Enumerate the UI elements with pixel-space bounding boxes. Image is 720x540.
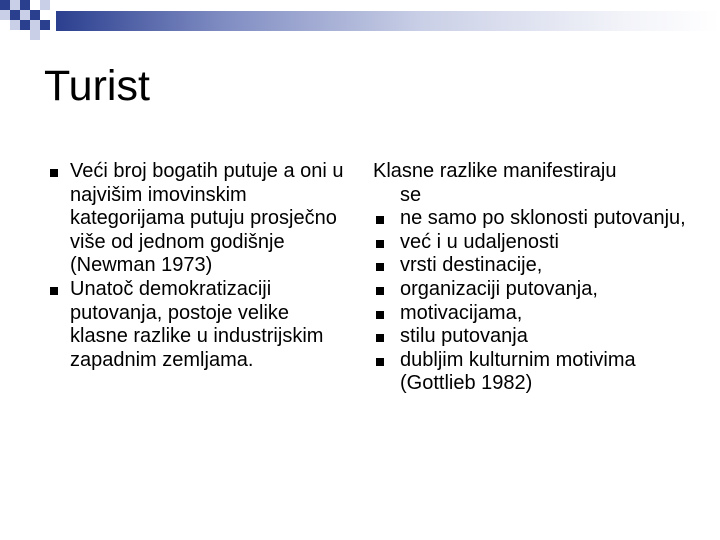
list-item xyxy=(50,160,350,278)
deco-square xyxy=(40,0,50,10)
square-bullet-icon xyxy=(50,169,58,177)
deco-square xyxy=(0,0,10,10)
deco-square xyxy=(10,20,20,30)
square-bullet-icon xyxy=(50,287,58,295)
deco-square xyxy=(20,0,30,10)
square-bullet-icon xyxy=(376,216,384,224)
list-item xyxy=(373,349,713,396)
square-bullet-icon xyxy=(376,311,384,319)
list-item-text: organizaciji putovanja, xyxy=(400,277,598,300)
deco-square xyxy=(10,10,20,20)
deco-square xyxy=(20,20,30,30)
deco-square xyxy=(30,10,40,20)
slide-title: Turist xyxy=(44,62,150,110)
square-bullet-icon xyxy=(376,358,384,366)
header-decoration xyxy=(0,0,720,40)
deco-square xyxy=(0,10,10,20)
right-column-lead xyxy=(373,160,713,207)
square-bullet-icon xyxy=(376,240,384,248)
deco-square xyxy=(10,0,20,10)
list-item xyxy=(50,278,350,372)
list-item-text: ne samo po sklonosti putovanju, xyxy=(400,207,686,230)
list-item xyxy=(373,254,713,278)
square-bullet-icon xyxy=(376,334,384,342)
deco-square xyxy=(20,10,30,20)
square-bullet-icon xyxy=(376,287,384,295)
header-gradient-band xyxy=(56,11,720,31)
list-item-text: Unatoč demokratizaciji putovanja, postoje velike klasne razlike u industrijskim zapadnim zemljama. xyxy=(70,277,324,371)
list-item xyxy=(373,231,713,255)
square-bullet-icon xyxy=(376,263,384,271)
left-column xyxy=(50,160,350,372)
deco-square xyxy=(30,20,40,30)
deco-square xyxy=(30,30,40,40)
list-item-text: Veći broj bogatih putuje a oni u najvišim imovinskim kategorijama putuju prosječno više od jednom godišnje (Newman 1973) xyxy=(70,160,344,277)
list-item xyxy=(373,278,713,302)
list-item xyxy=(373,207,713,231)
lead-text: Klasne razlike manifestiraju xyxy=(373,160,617,182)
list-item-text: dubljim kulturnim motivima (Gottlieb 1982) xyxy=(400,348,636,395)
list-item-text: već i u udaljenosti xyxy=(400,230,559,253)
list-item-text: vrsti destinacije, xyxy=(400,254,543,277)
list-item xyxy=(373,302,713,326)
list-item-text: motivacijama, xyxy=(400,301,523,324)
deco-square xyxy=(40,20,50,30)
list-item-text: stilu putovanja xyxy=(400,325,528,348)
list-item xyxy=(373,325,713,349)
lead-text-continued: se xyxy=(400,183,422,206)
right-column xyxy=(373,160,713,396)
